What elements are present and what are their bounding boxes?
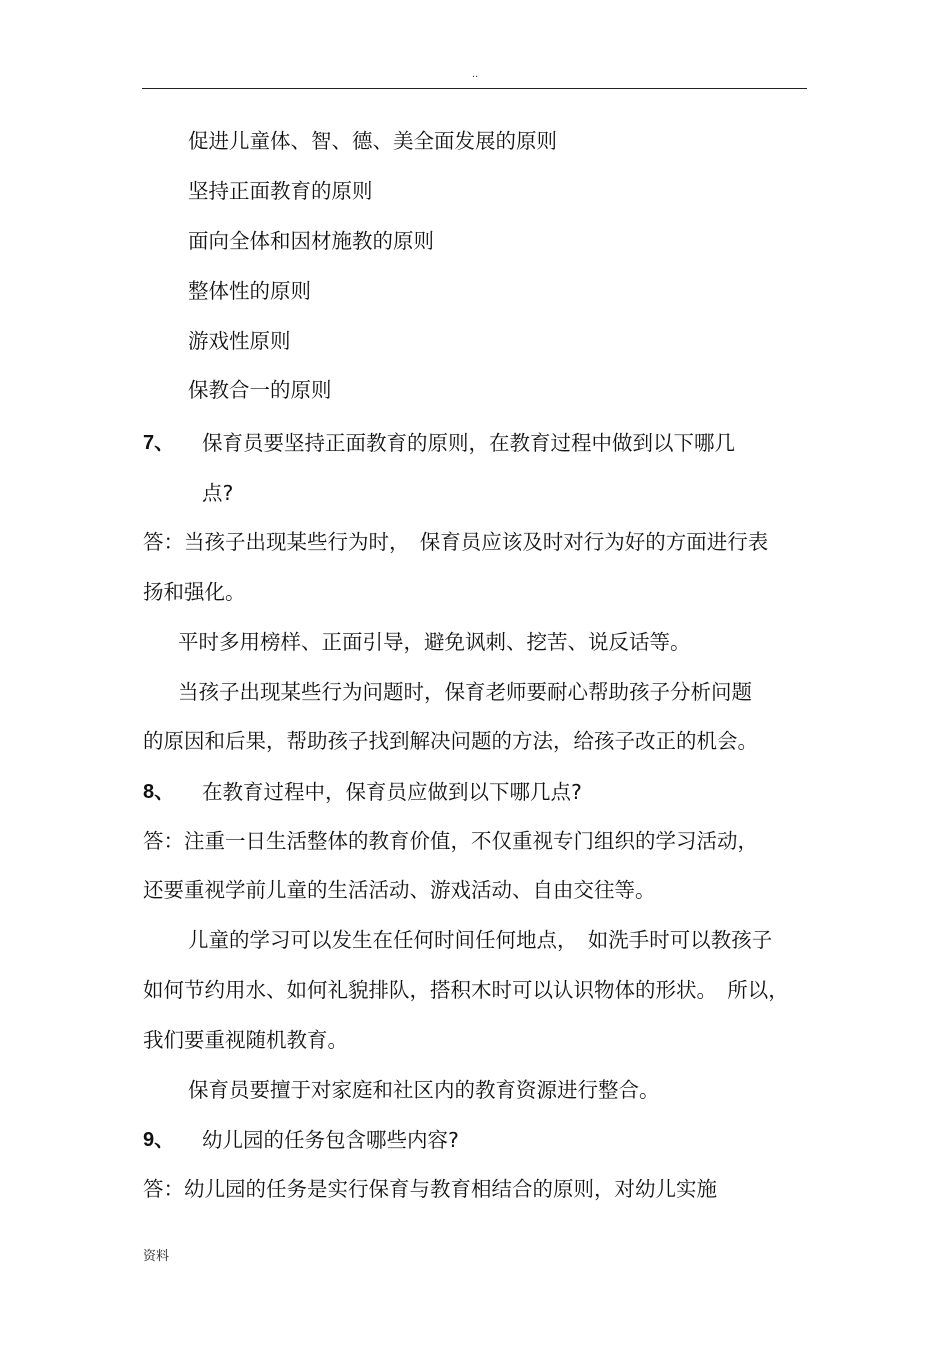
question-number-9: 9、 <box>143 1129 175 1151</box>
question-7-text: 保育员要坚持正面教育的原则，在教育过程中做到以下哪几 <box>202 431 735 455</box>
answer-8-line: 我们要重视随机教育。 <box>143 1028 348 1052</box>
question-number-8: 8、 <box>143 781 175 803</box>
question-9-text: 幼儿园的任务包含哪些内容? <box>202 1128 459 1152</box>
principle-item: 整体性的原则 <box>188 279 311 303</box>
answer-9-line: 答：幼儿园的任务是实行保育与教育相结合的原则，对幼儿实施 <box>143 1177 717 1201</box>
answer-8-line: 还要重视学前儿童的生活活动、游戏活动、自由交往等。 <box>143 878 656 902</box>
answer-8-line: 答：注重一日生活整体的教育价值，不仅重视专门组织的学习活动， <box>143 829 758 853</box>
page-footer-label: 资料 <box>143 1249 170 1264</box>
answer-7-line: 的原因和后果，帮助孩子找到解决问题的方法，给孩子改正的机会。 <box>143 729 758 753</box>
question-8-text: 在教育过程中，保育员应做到以下哪几点? <box>202 780 582 804</box>
principle-item: 坚持正面教育的原则 <box>188 179 373 203</box>
question-number-7: 7、 <box>143 432 175 454</box>
principle-item: 游戏性原则 <box>188 329 291 353</box>
answer-7-line: 扬和强化。 <box>143 580 246 604</box>
header-divider <box>142 88 807 89</box>
answer-7-line: 平时多用榜样、正面引导，避免讽刺、挖苦、说反话等。 <box>178 630 691 654</box>
answer-8-line: 如何节约用水、如何礼貌排队，搭积木时可以认识物体的形状。 所以， <box>143 978 789 1002</box>
principle-item: 保教合一的原则 <box>188 378 332 402</box>
answer-8-line: 儿童的学习可以发生在任何时间任何地点， 如洗手时可以教孩子 <box>188 928 773 952</box>
answer-8-line: 保育员要擅于对家庭和社区内的教育资源进行整合。 <box>188 1078 660 1102</box>
principle-item: 面向全体和因材施教的原则 <box>188 229 434 253</box>
question-7-text-cont: 点? <box>202 481 234 505</box>
answer-7-line: 答：当孩子出现某些行为时， 保育员应该及时对行为好的方面进行表 <box>143 530 769 554</box>
page-header-mark: ·· <box>471 72 479 83</box>
principle-item: 促进儿童体、智、德、美全面发展的原则 <box>188 129 557 153</box>
answer-7-line: 当孩子出现某些行为问题时，保育老师要耐心帮助孩子分析问题 <box>178 680 752 704</box>
